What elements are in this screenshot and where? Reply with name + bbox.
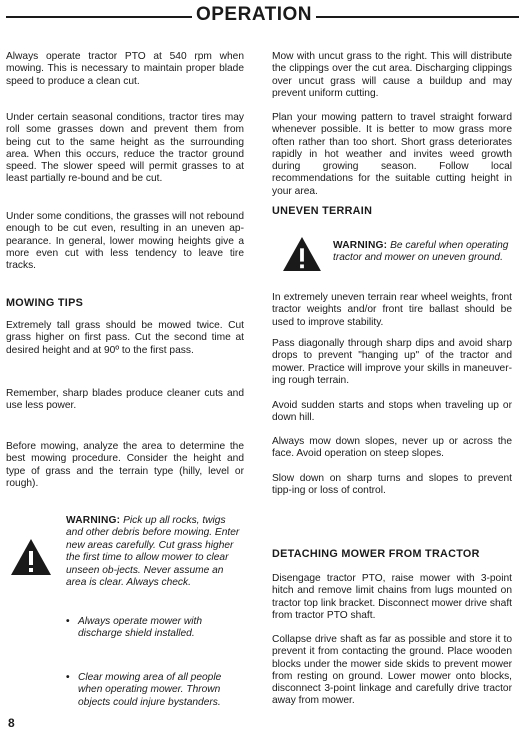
paragraph-seasonal-conditions: Under certain seasonal conditions, tractor tires may roll some grasses down and prevent them from being cut to the same height as the surrounding area. When this occurs, reduce the tractor ground speed. The slower speed will permit grasses to at least partially re-bound and be cut. [6, 112, 244, 185]
paragraph-uneven-appearance: Under some conditions, the grasses will not rebound enough to be cut even, resulting in an uneven ap-pearance. In general, lower mowing heights give a more even cut with less tendency to leave tire tracks. [6, 211, 244, 272]
bullet-dot: • [66, 672, 70, 683]
paragraph-disengage-pto: Disengage tractor PTO, raise mower with 3-point hitch and remove limit chains from lugs mounted on tractor top link bracket. Disconnect mower drive shaft from tractor PTO shaft. [272, 573, 512, 621]
warning-label: WARNING: [333, 240, 388, 251]
bullet-text: Always operate mower with discharge shield installed. [78, 616, 202, 640]
paragraph-mow-down-slopes: Always mow down slopes, never up or across the face. Avoid operation on steep slopes. [272, 436, 512, 460]
paragraph-mowing-pattern: Plan your mowing pattern to travel straight forward whenever possible. It is better to mow grass more often rather than too short. Short grass deteriorates rapidly in hot weather and invites weed growth during growing season. Follow local recommendations for the suitable cutting height in your area. [272, 112, 512, 197]
warning-debris [66, 515, 243, 589]
warning-debris-text: Pick up all rocks, twigs and other debris before mowing. Enter new areas carefully. Cut grass higher the first time to allow mower to clear unseen ob-jects. Never assume an area is clear. Always check. [66, 515, 240, 589]
warning-triangle-icon [282, 236, 322, 272]
bullet-clear-area [66, 672, 244, 709]
page-title: OPERATION [195, 4, 313, 25]
header-rule-left [6, 16, 192, 18]
paragraph-uncut-right: Mow with uncut grass to the right. This will distribute the clippings over the cut area. Discharging clippings over uncut grass will cause a buildup and may prevent uniform cutting. [272, 51, 512, 99]
page-header [0, 4, 525, 26]
paragraph-analyze-area: Before mowing, analyze the area to determine the best mowing procedure. Consider the height and type of grass and the terrain type (hilly, level or rough). [6, 441, 244, 489]
paragraph-pto-speed: Always operate tractor PTO at 540 rpm when mowing. This is necessary to maintain proper blade speed to produce a clean cut. [6, 51, 244, 87]
heading-uneven-terrain: UNEVEN TERRAIN [272, 205, 373, 217]
heading-mowing-tips: MOWING TIPS [6, 297, 84, 309]
paragraph-collapse-drive-shaft: Collapse drive shaft as far as possible and store it to prevent it from contacting the ground. Place wooden blocks under the mower side skids to prevent mower from resting on ground. Lower mower onto blocks, disconnect 3-point linkage and carefully drive tractor away from mower. [272, 634, 512, 707]
page-number: 8 [8, 716, 15, 730]
heading-detaching-mower: DETACHING MOWER FROM TRACTOR [272, 548, 480, 560]
warning-uneven-text: Be careful when operating tractor and mower on uneven ground. [333, 240, 509, 264]
paragraph-wheel-weights: In extremely uneven terrain rear wheel weights, front tractor weights and/or front tire ballast should be used to improve stability. [272, 292, 512, 328]
paragraph-sudden-starts: Avoid sudden starts and stops when traveling up or down hill. [272, 400, 512, 424]
header-rule-right [316, 16, 519, 18]
bullet-dot: • [66, 616, 70, 627]
paragraph-slow-down: Slow down on sharp turns and slopes to prevent tipp-ing or loss of control. [272, 473, 512, 497]
warning-label: WARNING: [66, 515, 121, 526]
paragraph-sharp-blades: Remember, sharp blades produce cleaner cuts and use less power. [6, 388, 244, 412]
bullet-discharge-shield [66, 616, 244, 641]
paragraph-diagonal-pass: Pass diagonally through sharp dips and avoid sharp drops to prevent "hanging up" of the tractor and mower. Practice will improve your skills in maneuver-ing rough terrain. [272, 338, 512, 386]
warning-triangle-icon [10, 538, 52, 576]
paragraph-tall-grass: Extremely tall grass should be mowed twice. Cut grass higher on first pass. Cut the second time at desired height and at 90º to the first pass. [6, 320, 244, 356]
bullet-text: Clear mowing area of all people when operating mower. Thrown objects could injure bystanders. [78, 672, 222, 708]
warning-uneven-ground [333, 240, 513, 265]
